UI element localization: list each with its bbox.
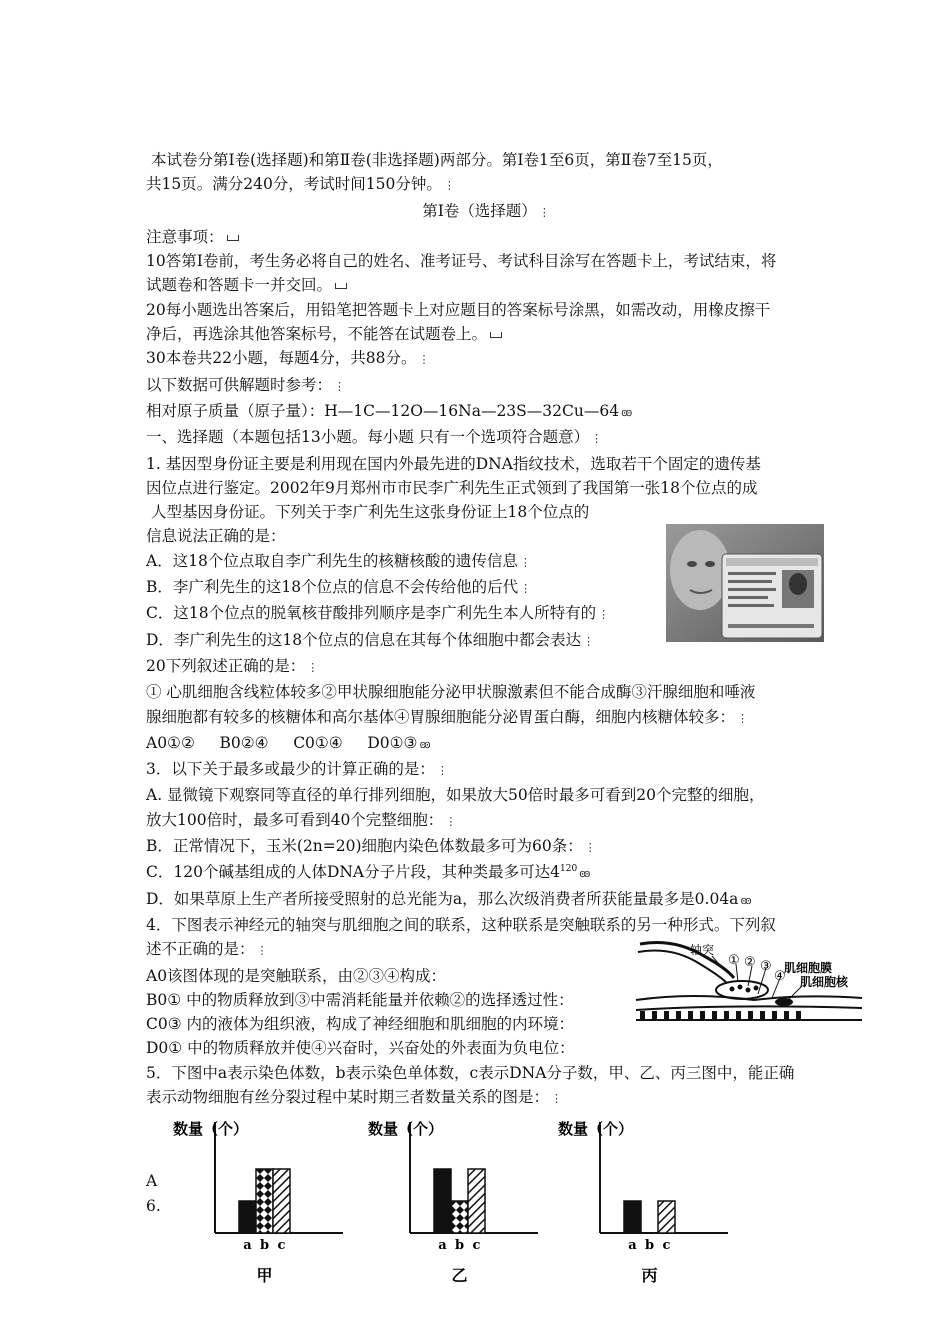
- chart-1-bar-a: [434, 1169, 451, 1233]
- chart-2-ylabel: 数量（个）: [558, 1120, 634, 1138]
- label-muscle-membrane: 肌细胞膜: [784, 961, 833, 975]
- mark-icon: ⋮: [737, 711, 749, 725]
- notice-line-3: 20每小题选出答案后，用铅笔把答题卡上对应题目的答案标号涂黑，如需改动，用橡皮擦干: [146, 300, 771, 319]
- atomic-masses: 相对原子质量（原子量）：H—1C—12O—16Na—23S—32Cu—64: [146, 401, 620, 420]
- q2-body-1: ① 心肌细胞含线粒体较多②甲状腺细胞能分泌甲状腺激素但不能合成酶③汗腺细胞和唾液: [146, 683, 756, 702]
- chart-1-tick-c: c: [472, 1238, 481, 1253]
- chart-1-title: 乙: [451, 1266, 468, 1285]
- part1-title: 一、选择题（本题包括13小题。每小题 只有一个选项符合题意）: [146, 428, 590, 447]
- q2-option-d: D0①③: [367, 733, 418, 752]
- mark-icon: ⋮: [307, 660, 319, 674]
- paragraph-mark-icon: [490, 332, 502, 338]
- mark-icon: ⋮: [436, 764, 448, 778]
- q3-c-exponent: 120: [560, 864, 578, 875]
- chart-0-bar-b: [256, 1169, 273, 1233]
- chart-1-ylabel: 数量（个）: [368, 1120, 444, 1138]
- q1-stem-1: 1. 基因型身份证主要是利用现在国内外最先进的DNA指纹技术，选取若干个固定的遗传基: [146, 454, 761, 473]
- notice-line-1: 10答第Ⅰ卷前，考生务必将自己的姓名、准考证号、考试科目涂写在答题卡上，考试结束，将: [146, 252, 777, 271]
- mark-icon: ⋮: [538, 205, 550, 219]
- label-4: ④: [774, 969, 786, 984]
- q4-option-d: D0① 中的物质释放并使④兴奋时，兴奋处的外表面为负电位：: [146, 1039, 575, 1058]
- q3-line-d: D．如果草原上生产者所接受照射的总光能为a，那么次级消费者所获能量最多是0.04a: [146, 889, 739, 908]
- anchor-icon: ꙭ: [419, 737, 431, 751]
- chart-1-bar-b: [451, 1201, 468, 1233]
- anchor-icon: ꙭ: [740, 893, 752, 907]
- q5-stem-1: 5．下图中a表示染色体数，b表示染色单体数，c表示DNA分子数，甲、乙、丙三图中，能正确: [146, 1063, 795, 1082]
- chart-0-tick-b: b: [259, 1238, 270, 1253]
- mark-icon: ⋮: [256, 944, 268, 958]
- mark-icon: ⋮: [583, 634, 595, 648]
- chart-0-title: 甲: [256, 1266, 273, 1285]
- chart-2-title: 丙: [641, 1266, 658, 1285]
- neuromuscular-junction-diagram: [634, 934, 866, 1026]
- q2-options: [146, 731, 826, 757]
- chart-2-bar-a: [624, 1201, 641, 1233]
- mark-icon: ⋮: [443, 179, 455, 193]
- mark-icon: ⋮: [551, 1091, 563, 1105]
- q2-stem: 20下列叙述正确的是：: [146, 656, 306, 675]
- mark-icon: ⋮: [519, 555, 531, 569]
- q1-option-c: C．这18个位点的脱氧核苷酸排列顺序是李广利先生本人所特有的: [146, 604, 597, 623]
- chart-0-bar-c: [273, 1169, 290, 1233]
- q5-bar-charts: [160, 1110, 740, 1290]
- mark-icon: ⋮: [445, 814, 457, 828]
- chart-1-bar-c: [468, 1169, 485, 1233]
- section-title: 第Ⅰ卷（选择题）: [422, 201, 537, 220]
- paragraph-mark-icon: [335, 283, 347, 289]
- q3-line-a2: 放大100倍时，最多可看到40个完整细胞：: [146, 810, 444, 829]
- q5-stem-2: 表示动物细胞有丝分裂过程中某时期三者数量关系的图是：: [146, 1087, 550, 1106]
- q1-option-d: D．李广利先生的这18个位点的信息在其每个体细胞中都会表达: [146, 630, 582, 649]
- q2-option-a: A0①②: [146, 733, 195, 752]
- q5-side-label-a: A: [146, 1172, 158, 1190]
- anchor-icon: ꙭ: [579, 867, 591, 881]
- chart-2-tick-b: b: [644, 1238, 655, 1253]
- reference-title: 以下数据可供解题时参考：: [146, 375, 333, 394]
- intro-line-2: 共15页。满分240分，考试时间150分钟。: [146, 175, 442, 194]
- label-2: ②: [744, 955, 756, 970]
- anchor-icon: ꙭ: [621, 405, 633, 419]
- q4-stem-1: 4．下图表示神经元的轴突与肌细胞之间的联系，这种联系是突触联系的另一种形式。下列叙: [146, 915, 776, 934]
- mark-icon: ⋮: [598, 608, 610, 622]
- chart-2-tick-a: a: [628, 1238, 637, 1253]
- label-muscle-nucleus: 肌细胞核: [800, 975, 849, 989]
- q3-stem: 3．以下关于最多或最少的计算正确的是：: [146, 760, 435, 779]
- q4-option-a: A0该图体现的是突触联系，由②③④构成：: [146, 966, 447, 985]
- notice-title: 注意事项：: [146, 227, 224, 246]
- paragraph-mark-icon: [227, 235, 239, 241]
- chart-2-tick-c: c: [662, 1238, 671, 1253]
- q3-line-c: C．120个碱基组成的人体DNA分子片段，其种类最多可达4: [146, 863, 560, 882]
- mark-icon: ⋮: [418, 353, 430, 367]
- chart-0-ylabel: 数量（个）: [173, 1120, 249, 1138]
- q1-stem-2: 因位点进行鉴定。2002年9月郑州市市民李广利先生正式领到了我国第一张18个位点的成: [146, 478, 758, 497]
- q2-option-b: B0②④: [219, 733, 269, 752]
- q3-line-a1: A. 显微镜下观察同等直径的单行排列细胞，如果放大50倍时最多可看到20个完整的细胞，: [146, 786, 765, 805]
- mark-icon: ⋮: [334, 379, 346, 393]
- q1-option-b: B．李广利先生的这18个位点的信息不会传给他的后代: [146, 578, 519, 597]
- intro-line-1: 本试卷分第Ⅰ卷(选择题)和第Ⅱ卷(非选择题)两部分。第Ⅰ卷1至6页，第Ⅱ卷7至15页，: [151, 151, 723, 169]
- q5-side-label-6: 6.: [146, 1197, 161, 1215]
- q1-stem-4: 信息说法正确的是：: [146, 527, 286, 546]
- notice-line-5: 30本卷共22小题，每题4分，共88分。: [146, 349, 417, 368]
- chart-1-tick-b: b: [454, 1238, 465, 1253]
- chart-0-tick-a: a: [243, 1238, 252, 1253]
- gene-id-card-photo: [666, 524, 824, 642]
- mark-icon: ⋮: [520, 582, 532, 596]
- q4-option-b: B0① 中的物质释放到③中需消耗能量并依赖②的选择透过性：: [146, 990, 574, 1009]
- mark-icon: ⋮: [591, 432, 603, 446]
- mark-icon: ⋮: [584, 841, 596, 855]
- chart-0-bar-a: [239, 1201, 256, 1233]
- q2-body-2: 腺细胞都有较多的核糖体和高尔基体④胃腺细胞能分泌胃蛋白酶，细胞内核糖体较多：: [146, 707, 736, 726]
- label-3: ③: [760, 959, 772, 974]
- chart-2-bar-c: [658, 1201, 675, 1233]
- q1-stem-3: 人型基因身份证。下列关于李广利先生这张身份证上18个位点的: [151, 503, 590, 522]
- notice-line-2: 试题卷和答题卡一并交回。: [146, 276, 333, 295]
- q3-line-b: B．正常情况下，玉米(2n=20)细胞内染色体数最多可为60条：: [146, 837, 583, 856]
- label-axon: 轴突: [690, 943, 715, 957]
- q4-option-c: C0③ 内的液体为组织液，构成了神经细胞和肌细胞的内环境：: [146, 1015, 575, 1034]
- q4-stem-2: 述不正确的是：: [146, 940, 255, 959]
- q2-option-c: C0①④: [293, 733, 343, 752]
- q1-option-a: A．这18个位点取自李广利先生的核糖核酸的遗传信息: [146, 551, 518, 570]
- label-1: ①: [728, 953, 740, 968]
- chart-0-tick-c: c: [277, 1238, 286, 1253]
- chart-1-tick-a: a: [438, 1238, 447, 1253]
- notice-line-4: 净后，再选涂其他答案标号，不能答在试题卷上。: [146, 325, 488, 344]
